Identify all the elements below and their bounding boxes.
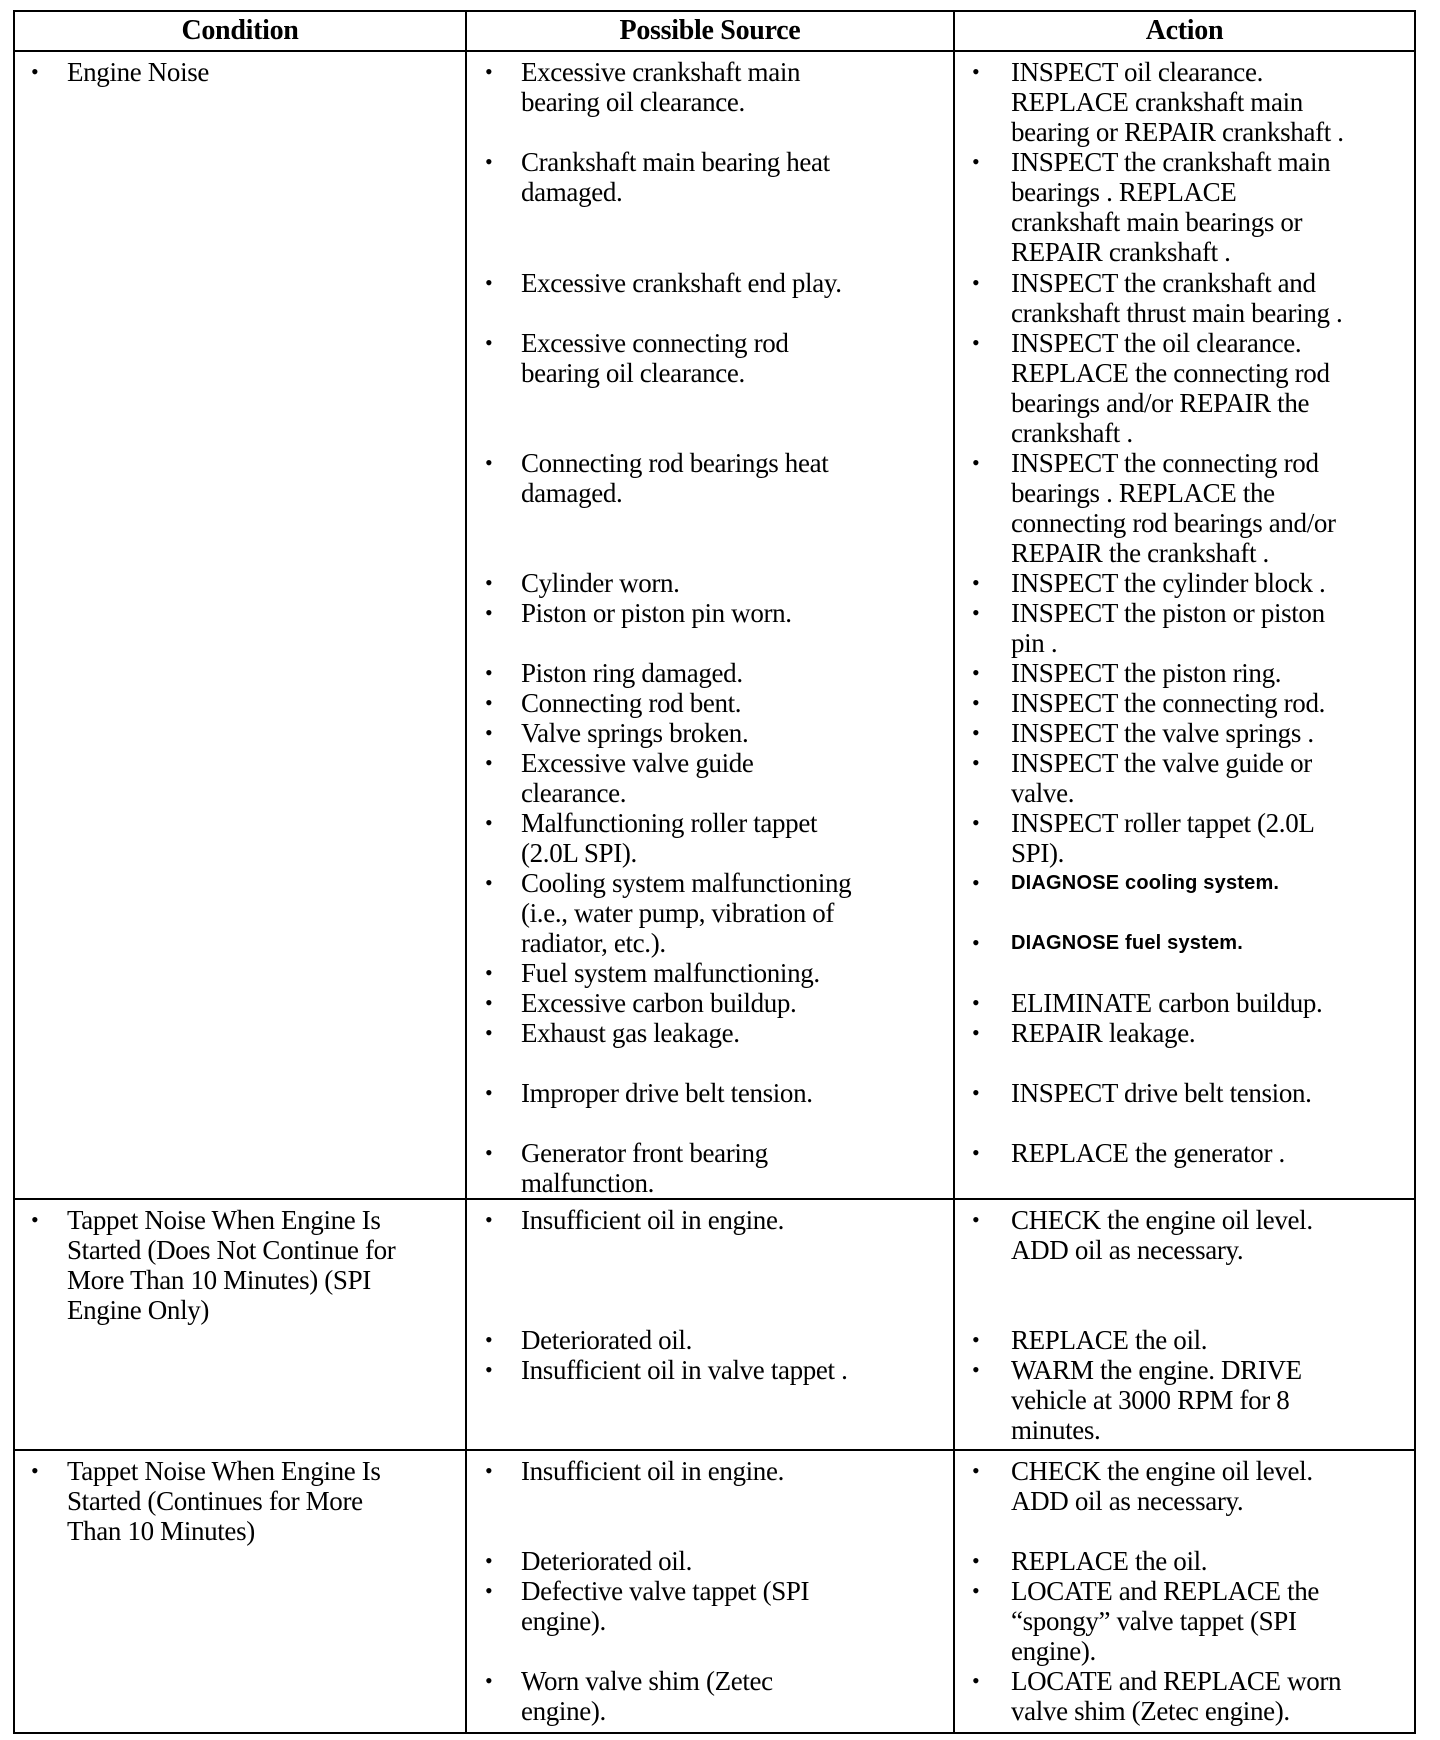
bullet-marker: • xyxy=(485,1458,493,1483)
source-text: Excessive crankshaft main bearing oil clearance. xyxy=(521,57,801,117)
bullet-marker: • xyxy=(485,1207,493,1232)
bullet-marker: • xyxy=(485,960,493,985)
bullet-marker: • xyxy=(485,660,493,685)
source-text: Excessive connecting rod bearing oil clearance. xyxy=(521,328,789,388)
bullet-marker: • xyxy=(972,660,980,685)
action-text: INSPECT the crankshaft main bearings . REPLACE crankshaft main bearings or REPAIR crankshaft . xyxy=(1011,147,1331,267)
header-condition: Condition xyxy=(181,15,299,46)
bullet-marker: • xyxy=(485,750,493,775)
action-text: DIAGNOSE fuel system. xyxy=(1011,932,1244,954)
bullet-marker: • xyxy=(31,59,39,84)
bullet-marker: • xyxy=(485,1668,493,1693)
bullet-marker: • xyxy=(485,1140,493,1165)
bullet-marker: • xyxy=(972,450,980,475)
action-text: REPLACE the oil. xyxy=(1011,1546,1208,1576)
action-text: REPLACE the oil. xyxy=(1011,1325,1208,1355)
action-text: INSPECT drive belt tension. xyxy=(1011,1078,1312,1108)
bullet-marker: • xyxy=(972,870,980,895)
action-text: INSPECT the piston ring. xyxy=(1011,658,1282,688)
bullet-marker: • xyxy=(485,59,493,84)
bullet-marker: • xyxy=(972,600,980,625)
bullet-marker: • xyxy=(485,1080,493,1105)
bullet-marker: • xyxy=(485,810,493,835)
source-text: Valve springs broken. xyxy=(521,718,749,748)
source-text: Connecting rod bearings heat damaged. xyxy=(521,448,829,508)
bullet-marker: • xyxy=(972,1458,980,1483)
bullet-marker: • xyxy=(485,870,493,895)
row-divider xyxy=(15,1198,1414,1200)
action-text: INSPECT the piston or piston pin . xyxy=(1011,598,1325,658)
source-text: Cylinder worn. xyxy=(521,568,680,598)
bullet-marker: • xyxy=(485,720,493,745)
bullet-marker: • xyxy=(485,600,493,625)
source-text: Exhaust gas leakage. xyxy=(521,1018,740,1048)
action-text: INSPECT the cylinder block . xyxy=(1011,568,1326,598)
bullet-marker: • xyxy=(972,270,980,295)
source-text: Worn valve shim (Zetec engine). xyxy=(521,1666,773,1726)
bullet-marker: • xyxy=(972,149,980,174)
bullet-marker: • xyxy=(972,1548,980,1573)
action-text: ELIMINATE carbon buildup. xyxy=(1011,988,1323,1018)
source-text: Piston ring damaged. xyxy=(521,658,743,688)
bullet-marker: • xyxy=(972,59,980,84)
bullet-marker: • xyxy=(972,1140,980,1165)
source-text: Excessive valve guide clearance. xyxy=(521,748,754,808)
bullet-marker: • xyxy=(972,1207,980,1232)
action-text: REPAIR leakage. xyxy=(1011,1018,1196,1048)
bullet-marker: • xyxy=(972,1327,980,1352)
action-text: INSPECT roller tappet (2.0L SPI). xyxy=(1011,808,1315,868)
source-text: Insufficient oil in engine. xyxy=(521,1456,784,1486)
bullet-marker: • xyxy=(31,1458,39,1483)
condition-text: Engine Noise xyxy=(67,57,210,87)
action-text: INSPECT the connecting rod. xyxy=(1011,688,1326,718)
bullet-marker: • xyxy=(972,330,980,355)
bullet-marker: • xyxy=(485,690,493,715)
action-text: INSPECT the connecting rod bearings . REPLACE the connecting rod bearings and/or REPAIR the crankshaft . xyxy=(1011,448,1336,568)
source-text: Insufficient oil in engine. xyxy=(521,1205,784,1235)
bullet-marker: • xyxy=(972,720,980,745)
bullet-marker: • xyxy=(485,1578,493,1603)
source-text: Insufficient oil in valve tappet . xyxy=(521,1355,848,1385)
action-text: CHECK the engine oil level. ADD oil as necessary. xyxy=(1011,1205,1313,1265)
action-text: WARM the engine. DRIVE vehicle at 3000 RPM for 8 minutes. xyxy=(1011,1355,1302,1445)
condition-text: Tappet Noise When Engine Is Started (Does Not Continue for More Than 10 Minutes) (SPI Engine Only) xyxy=(67,1205,396,1325)
action-text: INSPECT oil clearance. REPLACE crankshaft main bearing or REPAIR crankshaft . xyxy=(1011,57,1344,147)
source-text: Crankshaft main bearing heat damaged. xyxy=(521,147,830,207)
bullet-marker: • xyxy=(972,1668,980,1693)
bullet-marker: • xyxy=(972,750,980,775)
bullet-marker: • xyxy=(31,1207,39,1232)
condition-text: Tappet Noise When Engine Is Started (Continues for More Than 10 Minutes) xyxy=(67,1456,381,1546)
source-text: Improper drive belt tension. xyxy=(521,1078,813,1108)
source-text: Fuel system malfunctioning. xyxy=(521,958,820,988)
troubleshooting-table xyxy=(13,10,1416,1734)
bullet-marker: • xyxy=(972,1020,980,1045)
bullet-marker: • xyxy=(485,990,493,1015)
row-divider xyxy=(15,1449,1414,1451)
bullet-marker: • xyxy=(485,270,493,295)
header-divider xyxy=(15,50,1414,52)
column-divider xyxy=(465,12,467,1732)
bullet-marker: • xyxy=(972,690,980,715)
action-text: CHECK the engine oil level. ADD oil as necessary. xyxy=(1011,1456,1313,1516)
bullet-marker: • xyxy=(485,149,493,174)
action-text: INSPECT the valve springs . xyxy=(1011,718,1314,748)
source-text: Malfunctioning roller tappet (2.0L SPI). xyxy=(521,808,818,868)
action-text: LOCATE and REPLACE worn valve shim (Zetec engine). xyxy=(1011,1666,1342,1726)
action-text: DIAGNOSE cooling system. xyxy=(1011,872,1280,894)
source-text: Cooling system malfunctioning (i.e., water pump, vibration of radiator, etc.). xyxy=(521,868,852,958)
column-divider xyxy=(953,12,955,1732)
source-text: Piston or piston pin worn. xyxy=(521,598,792,628)
source-text: Defective valve tappet (SPI engine). xyxy=(521,1576,810,1636)
bullet-marker: • xyxy=(485,1020,493,1045)
header-possible-source: Possible Source xyxy=(619,15,801,46)
source-text: Deteriorated oil. xyxy=(521,1546,692,1576)
bullet-marker: • xyxy=(485,570,493,595)
action-text: REPLACE the generator . xyxy=(1011,1138,1285,1168)
action-text: INSPECT the valve guide or valve. xyxy=(1011,748,1312,808)
action-text: INSPECT the oil clearance. REPLACE the connecting rod bearings and/or REPAIR the crankshaft . xyxy=(1011,328,1330,448)
source-text: Excessive crankshaft end play. xyxy=(521,268,842,298)
source-text: Connecting rod bent. xyxy=(521,688,742,718)
bullet-marker: • xyxy=(485,1327,493,1352)
bullet-marker: • xyxy=(972,1080,980,1105)
bullet-marker: • xyxy=(972,1357,980,1382)
action-text: INSPECT the crankshaft and crankshaft thrust main bearing . xyxy=(1011,268,1343,328)
source-text: Deteriorated oil. xyxy=(521,1325,692,1355)
bullet-marker: • xyxy=(972,1578,980,1603)
bullet-marker: • xyxy=(485,450,493,475)
bullet-marker: • xyxy=(972,930,980,955)
header-action: Action xyxy=(1145,15,1224,46)
troubleshooting-table-sheet xyxy=(13,10,1414,1732)
source-text: Excessive carbon buildup. xyxy=(521,988,797,1018)
bullet-marker: • xyxy=(485,330,493,355)
bullet-marker: • xyxy=(485,1548,493,1573)
action-text: LOCATE and REPLACE the “spongy” valve tappet (SPI engine). xyxy=(1011,1576,1320,1666)
bullet-marker: • xyxy=(972,570,980,595)
bullet-marker: • xyxy=(972,810,980,835)
source-text: Generator front bearing malfunction. xyxy=(521,1138,768,1198)
bullet-marker: • xyxy=(485,1357,493,1382)
bullet-marker: • xyxy=(972,990,980,1015)
